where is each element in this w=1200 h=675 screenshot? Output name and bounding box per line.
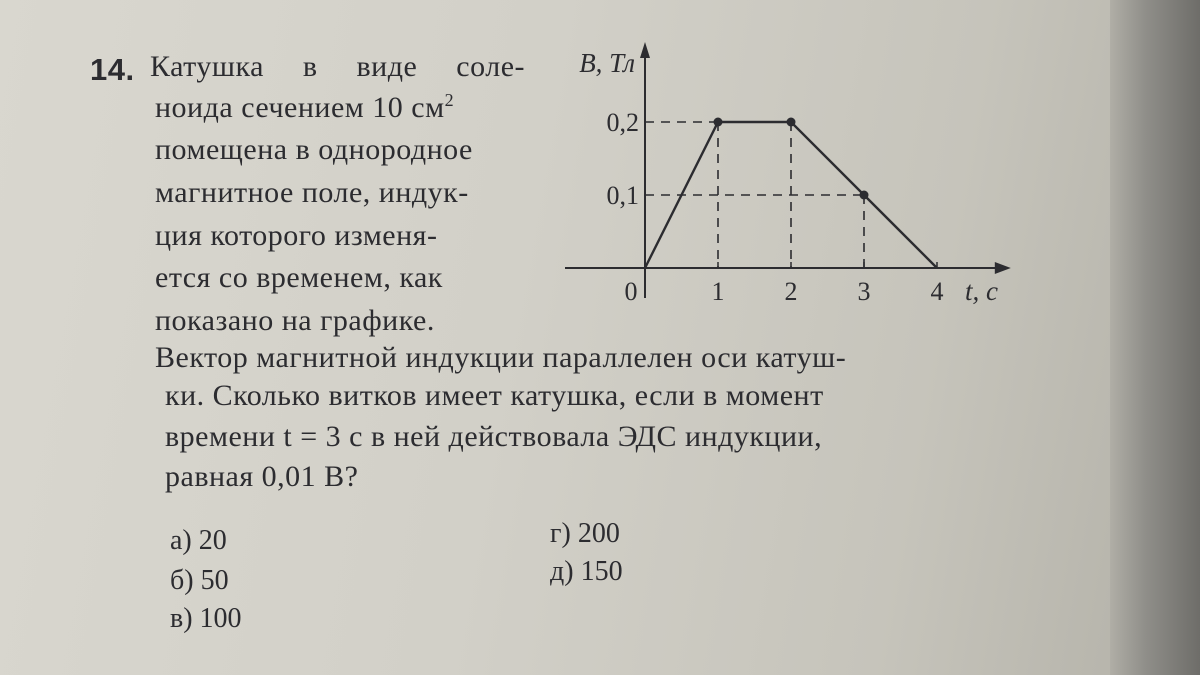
answer-g-value: 200 xyxy=(577,518,620,549)
answer-g xyxy=(550,518,620,550)
problem-line-2 xyxy=(155,90,454,125)
answer-b-value: 50 xyxy=(200,565,229,596)
problem-line-1 xyxy=(150,50,525,84)
y-tick-label: 0,2 xyxy=(606,108,639,137)
induction-graph xyxy=(540,40,1040,320)
answer-a-letter: а) xyxy=(170,525,192,556)
axes xyxy=(565,42,1011,298)
problem-line-1-word: в xyxy=(302,50,318,83)
problem-line-1-word: соле- xyxy=(456,50,525,83)
answer-v-value: 100 xyxy=(199,603,242,634)
data-point xyxy=(787,118,796,127)
y-axis-label: B, Тл xyxy=(579,48,635,78)
problem-line-5: ция которого изменя- xyxy=(155,219,438,252)
problem-line-10: времени t = 3 с в ней действовала ЭДС индукции, xyxy=(165,420,823,453)
answer-v xyxy=(170,603,242,635)
answer-b-letter: б) xyxy=(170,565,194,596)
problem-number: 14. xyxy=(90,52,135,87)
problem-line-11: равная 0,01 В? xyxy=(165,460,359,493)
problem-line-9: ки. Сколько витков имеет катушка, если в момент xyxy=(165,379,824,412)
page-edge xyxy=(1110,0,1200,675)
data-point xyxy=(714,118,723,127)
x-axis-label: t, с xyxy=(965,276,998,306)
problem-line-8: Вектор магнитной индукции параллелен оси катуш- xyxy=(155,341,847,374)
problem-line-6: ется со временем, как xyxy=(155,261,443,294)
y-tick-label: 0,1 xyxy=(606,181,639,210)
answer-a xyxy=(170,525,227,557)
problem-line-4: магнитное поле, индук- xyxy=(155,176,469,209)
answer-a-value: 20 xyxy=(198,525,227,556)
data-point xyxy=(860,191,869,200)
guide-lines xyxy=(645,122,864,268)
x-axis-arrow xyxy=(995,262,1011,274)
answer-d xyxy=(550,556,623,588)
problem-line-2-text: ноида сечением 10 см xyxy=(155,91,445,124)
x-tick-label: 1 xyxy=(711,277,725,306)
answer-d-value: 150 xyxy=(580,556,623,587)
x-tick-label: 3 xyxy=(857,277,871,306)
answer-d-letter: д) xyxy=(550,556,574,587)
x-tick-label: 0 xyxy=(624,277,638,306)
problem-line-1-word: Катушка xyxy=(150,50,264,83)
problem-line-7: показано на графике. xyxy=(155,304,435,337)
problem-line-1-word: виде xyxy=(356,50,418,83)
answer-b xyxy=(170,565,229,597)
problem-line-3: помещена в однородное xyxy=(155,133,473,166)
x-tick-label: 4 xyxy=(930,277,944,306)
y-axis-arrow xyxy=(640,42,650,58)
x-tick-label: 2 xyxy=(784,277,798,306)
superscript-two: 2 xyxy=(444,90,455,110)
answer-v-letter: в) xyxy=(170,603,193,634)
answer-g-letter: г) xyxy=(550,518,571,549)
